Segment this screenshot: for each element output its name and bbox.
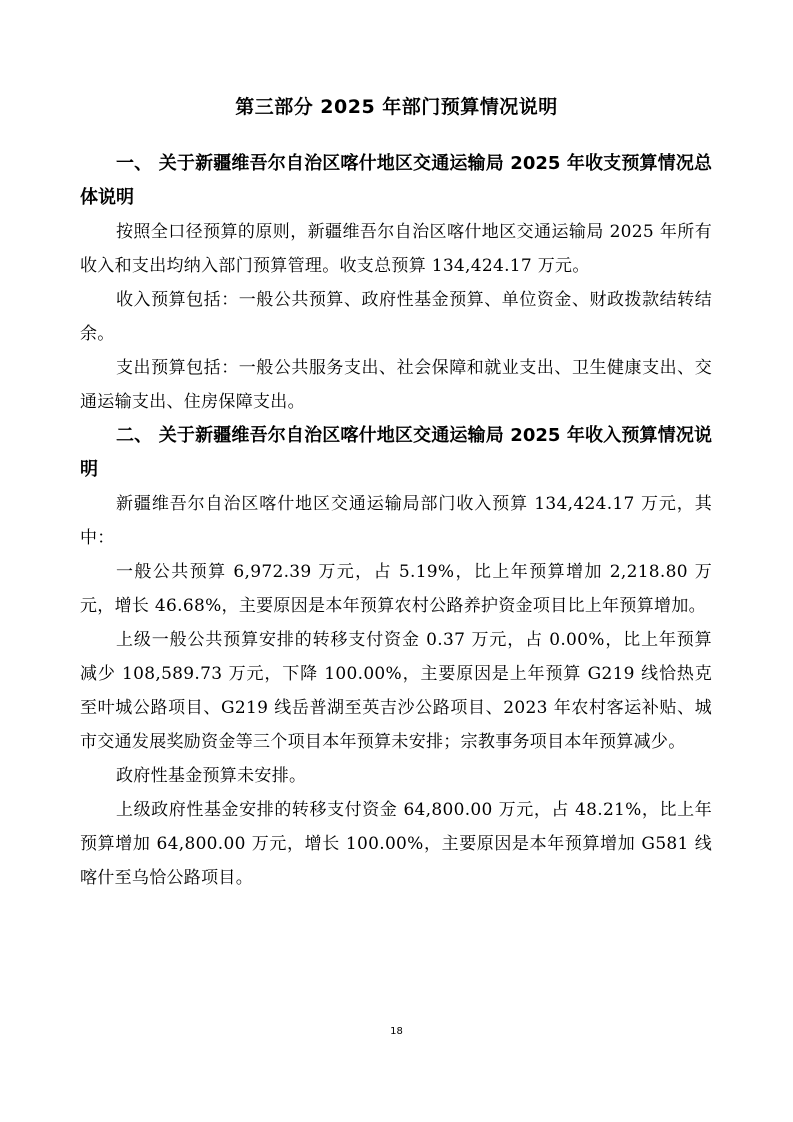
paragraph: 政府性基金预算未安排。 — [116, 766, 307, 786]
section-heading-2: 二、 关于新疆维吾尔自治区喀什地区交通运输局 2025 年收入预算情况说明 — [80, 425, 712, 480]
paragraph: 收入预算包括：一般公共预算、政府性基金预算、单位资金、财政拨款结转结余。 — [80, 290, 712, 344]
paragraph: 上级一般公共预算安排的转移支付资金 0.37 万元，占 0.00%，比上年预算减少 108,589.73 万元，下降 100.00%，主要原因是上年预算 G219 线恰热克至叶城公路项目、G219 线岳普湖至英吉沙公路项目、2023 年农村客运补贴、城市交通发展奖励资金等三个项目本年预算未安排；宗教事务项目本年预算减少。 — [80, 630, 712, 752]
paragraph: 上级政府性基金安排的转移支付资金 64,800.00 万元，占 48.21%，比上年预算增加 64,800.00 万元，增长 100.00%，主要原因是本年预算增加 G581 线喀什至乌恰公路项目。 — [80, 800, 712, 888]
paragraph: 新疆维吾尔自治区喀什地区交通运输局部门收入预算 134,424.17 万元，其中： — [80, 494, 712, 548]
paragraph: 按照全口径预算的原则，新疆维吾尔自治区喀什地区交通运输局 2025 年所有收入和支出均纳入部门预算管理。收支总预算 134,424.17 万元。 — [80, 222, 712, 276]
page-title: 第三部分 2025 年部门预算情况说明 — [235, 96, 558, 118]
paragraph: 一般公共预算 6,972.39 万元，占 5.19%，比上年预算增加 2,218.80 万元，增长 46.68%，主要原因是本年预算农村公路养护资金项目比上年预算增加。 — [80, 562, 712, 616]
document-body — [80, 147, 712, 895]
paragraph: 支出预算包括：一般公共服务支出、社会保障和就业支出、卫生健康支出、交通运输支出、住房保障支出。 — [80, 358, 712, 412]
page-number: 18 — [390, 1026, 403, 1037]
section-heading-1: 一、 关于新疆维吾尔自治区喀什地区交通运输局 2025 年收支预算情况总体说明 — [80, 153, 712, 208]
